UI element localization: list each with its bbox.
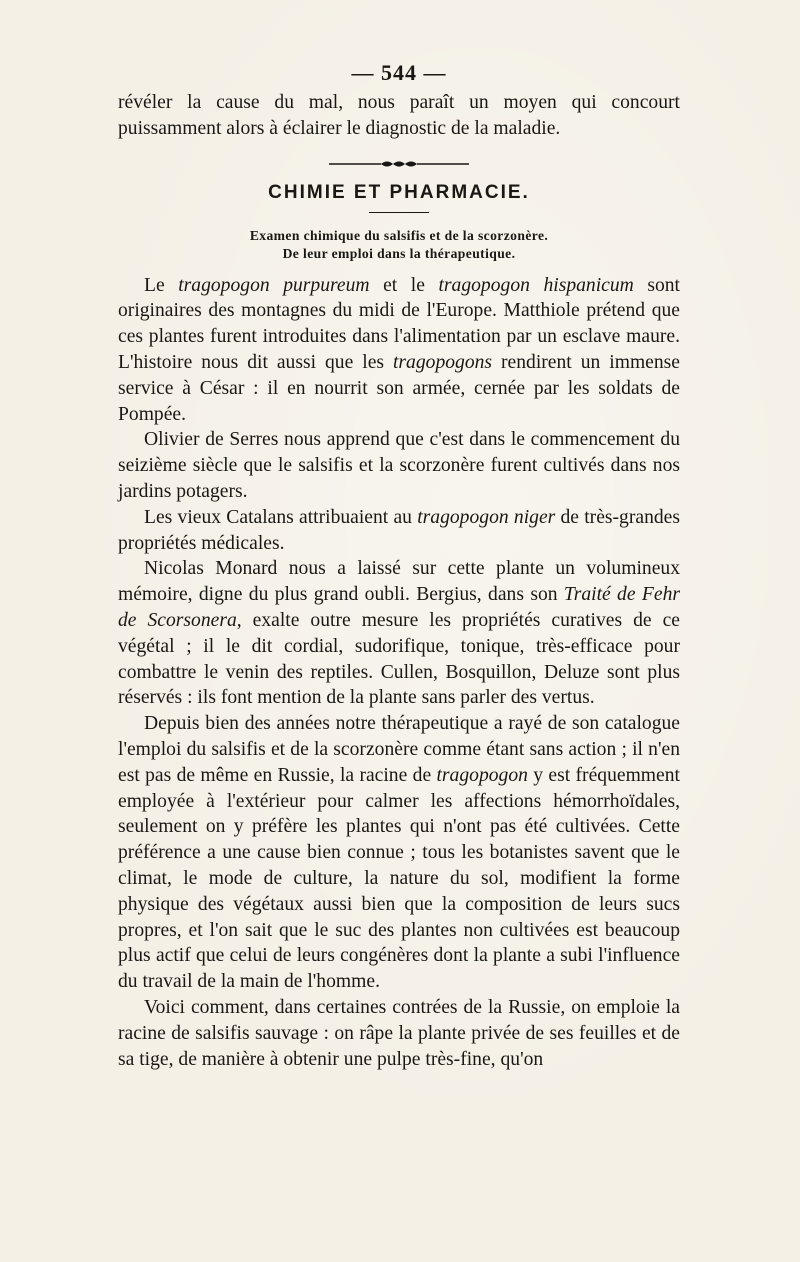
paragraph-1: Le tragopogon purpureum et le tragopogon hispanicum sont originaires des montagnes du midi de l'Europe. Matthiole prétend que ces plantes furent introduites dans l'alimentation par un esclave maure. L'histoire nous dit aussi que les tragopogons rendirent un immense service à César : il en nourrit son armée, cernée par les soldats de Pompée. bbox=[118, 274, 680, 425]
title-rule bbox=[369, 212, 429, 213]
section-subtitle bbox=[118, 227, 680, 263]
paragraph-4: Nicolas Monard nous a laissé sur cette plante un volumineux mémoire, digne du plus grand oubli. Bergius, dans son Traité de Fehr de Scorsonera, exalte outre mesure les propriétés curatives de ce végétal ; il le dit cordial, sudorifique, tonique, très-efficace pour combattre le venin des reptiles. Cullen, Bosquillon, Deluze sont plus réservés : ils font mention de la plante sans parler des vertus. bbox=[118, 558, 680, 709]
paragraph-3: Les vieux Catalans attribuaient au tragopogon niger de très-grandes propriétés médicales. bbox=[118, 506, 680, 554]
paragraph-6: Voici comment, dans certaines contrées de la Russie, on emploie la racine de salsifis sauvage : on râpe la plante privée de ses feuilles et de sa tige, de manière à obtenir une pulpe très-fine, qu'on bbox=[118, 996, 680, 1070]
section-title: CHIMIE ET PHARMACIE. bbox=[268, 181, 530, 203]
ornament-divider-icon bbox=[329, 158, 469, 170]
subtitle-line-1: Examen chimique du salsifis et de la scorzonère. bbox=[249, 227, 549, 243]
subtitle-line-2: De leur emploi dans la thérapeutique. bbox=[282, 245, 516, 261]
paragraph-2: Olivier de Serres nous apprend que c'est dans le commencement du seizième siècle que le salsifis et la scorzonère furent cultivés dans nos jardins potagers. bbox=[118, 429, 680, 502]
page-number: — 544 — bbox=[351, 60, 447, 85]
intro-paragraph: révéler la cause du mal, nous paraît un moyen qui concourt puissamment alors à éclairer le diagnostic de la maladie. bbox=[118, 92, 680, 139]
page-content bbox=[118, 60, 680, 1072]
paragraph-5: Depuis bien des années notre thérapeutique a rayé de son catalogue l'emploi du salsifis et de la scorzonère comme étant sans action ; il n'en est pas de même en Russie, la racine de tragopogon y est fréquemment employée à l'extérieur pour calmer les affections hémorrhoïdales, seulement on y préfère les plantes qui n'ont pas été cultivées. Cette préférence a une cause bien connue ; tous les botanistes savent que le climat, le mode de culture, la nature du sol, modifient la forme physique des végétaux aussi bien que la composition de leurs sucs propres, et l'on sait que le suc des plantes non cultivées est beaucoup plus actif que celui de leurs congénères dont la plante a subi l'influence du travail de la main de l'homme. bbox=[118, 713, 680, 993]
